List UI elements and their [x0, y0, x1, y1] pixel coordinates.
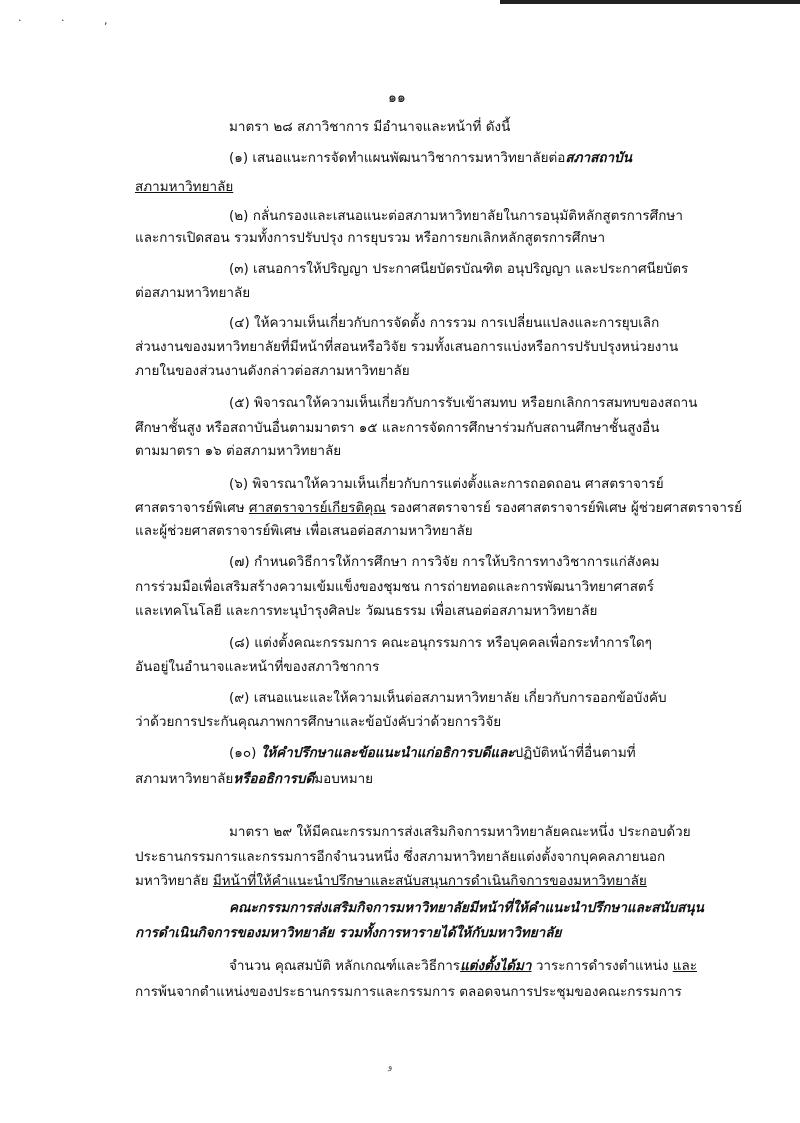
- item-1-amendment: สภาสถาบัน: [565, 150, 632, 166]
- item-10-line-1: [229, 743, 636, 763]
- item-7-line-3: และเทคโนโลยี และการทะนุบำรุงศิลปะ วัฒนธรรม เพื่อเสนอต่อสภามหาวิทยาลัย: [135, 603, 598, 619]
- item-10-amendment: ให้คำปรึกษาและข้อแนะนำแก่อธิการบดีและ: [260, 745, 515, 761]
- item-3-line-1: (๓) เสนอการให้ปริญญา ประกาศนียบัตรบัณฑิต อนุปริญญา และประกาศนียบัตร: [229, 261, 689, 277]
- scan-mark: ﻭ: [388, 1062, 393, 1072]
- section-29-text-d: วาระการดำรงตำแหน่ง: [531, 958, 673, 974]
- item-10-amendment-b: หรืออธิการบดี: [233, 771, 315, 787]
- item-2-line-1: (๒) กลั่นกรองและเสนอแนะต่อสภามหาวิทยาลัยในการอนุมัติหลักสูตรการศึกษา: [229, 208, 683, 224]
- item-6-line-1: (๖) พิจารณาให้ความเห็นเกี่ยวกับการแต่งตั้งและการถอดถอน ศาสตราจารย์: [229, 476, 664, 492]
- section-29-text-c: จำนวน คุณสมบัติ หลักเกณฑ์และวิธีการ: [229, 958, 461, 974]
- item-6-amendment: ศาสตราจารย์เกียรติคุณ: [248, 500, 386, 516]
- item-6-text-b: รองศาสตราจารย์ รองศาสตราจารย์พิเศษ ผู้ช่วยศาสตราจารย์: [385, 500, 743, 516]
- section-29-line-2: ประธานกรรมการและกรรมการอีกจำนวนหนึ่ง ซึ่งสภามหาวิทยาลัยแต่งตั้งจากบุคคลภายนอก: [135, 849, 666, 865]
- item-6-line-3: และผู้ช่วยศาสตราจารย์พิเศษ เพื่อเสนอต่อสภามหาวิทยาลัย: [135, 523, 473, 539]
- item-4-line-2: ส่วนงานของมหาวิทยาลัยที่มีหน้าที่สอนหรือวิจัย รวมทั้งเสนอการแบ่งหรือการปรับปรุงหน่วยงาน: [135, 339, 679, 355]
- scan-specks: · · ,: [18, 14, 126, 27]
- section-29-line-1: มาตรา ๒๙ ให้มีคณะกรรมการส่งเสริมกิจการมหาวิทยาลัยคณะหนึ่ง ประกอบด้วย: [229, 824, 691, 840]
- item-9-line-1: (๙) เสนอแนะและให้ความเห็นต่อสภามหาวิทยาลัย เกี่ยวกับการออกข้อบังคับ: [229, 690, 667, 706]
- section-29-struck-clause: มีหน้าที่ให้คำแนะนำปรึกษาและสนับสนุนการดำเนินกิจการของมหาวิทยาลัย: [212, 873, 647, 889]
- section-29-line-6: [229, 956, 697, 976]
- item-10-line-2: [135, 769, 373, 789]
- section-28-heading: มาตรา ๒๘ สภาวิชาการ มีอำนาจและหน้าที่ ดังนี้: [229, 119, 511, 135]
- section-29-line-3: [135, 871, 647, 891]
- item-3-line-2: ต่อสภามหาวิทยาลัย: [135, 285, 251, 301]
- item-1-line-1: [229, 148, 632, 168]
- item-5-line-2: ศึกษาชั้นสูง หรือสถาบันอื่นตามมาตรา ๑๕ และการจัดการศึกษาร่วมกับสถานศึกษาชั้นสูงอื่น: [135, 420, 660, 436]
- item-1-text: (๑) เสนอแนะการจัดทำแผนพัฒนาวิชาการมหาวิทยาลัยต่อ: [229, 150, 566, 166]
- item-9-line-2: ว่าด้วยการประกันคุณภาพการศึกษาและข้อบังคับว่าด้วยการวิจัย: [135, 714, 502, 730]
- item-7-line-1: (๗) กำหนดวิธีการให้การศึกษา การวิจัย การให้บริการทางวิชาการแก่สังคม: [229, 554, 660, 570]
- section-29-amendment-line-1: คณะกรรมการส่งเสริมกิจการมหาวิทยาลัยมีหน้าที่ให้คำแนะนำปรึกษาและสนับสนุน: [229, 900, 704, 916]
- item-4-line-3: ภายในของส่วนงานดังกล่าวต่อสภามหาวิทยาลัย: [135, 363, 410, 379]
- item-8-line-2: อันอยู่ในอำนาจและหน้าที่ของสภาวิชาการ: [135, 659, 380, 675]
- item-10-text-b: สภามหาวิทยาลัย: [135, 771, 234, 787]
- section-29-text: มหาวิทยาลัย: [135, 873, 213, 889]
- section-29-underlined-and: และ: [672, 958, 697, 974]
- item-4-line-1: (๔) ให้ความเห็นเกี่ยวกับการจัดตั้ง การรวม การเปลี่ยนแปลงและการยุบเลิก: [229, 315, 660, 331]
- section-29-line-7: การพ้นจากตำแหน่งของประธานกรรมการและกรรมการ ตลอดจนการประชุมของคณะกรรมการ: [135, 984, 682, 1000]
- item-6-text-a: ศาสตราจารย์พิเศษ: [135, 500, 249, 516]
- section-29-amendment-c: แต่งตั้งได้มา: [460, 958, 532, 974]
- top-scan-edge: [500, 0, 800, 4]
- page-number: ๑๑: [388, 90, 406, 106]
- item-2-line-2: และการเปิดสอน รวมทั้งการปรับปรุง การยุบรวม หรือการยกเลิกหลักสูตรการศึกษา: [135, 230, 606, 246]
- item-8-line-1: (๘) แต่งตั้งคณะกรรมการ คณะอนุกรรมการ หรือบุคคลเพื่อกระทำการใดๆ: [229, 635, 652, 651]
- item-6-line-2: [135, 498, 742, 518]
- section-29-amendment-line-2: การดำเนินกิจการของมหาวิทยาลัย รวมทั้งการหารายได้ให้กับมหาวิทยาลัย: [135, 925, 562, 941]
- item-10-text: ปฏิบัติหน้าที่อื่นตามที่: [514, 745, 636, 761]
- item-10-text-c: มอบหมาย: [314, 771, 374, 787]
- item-5-line-3: ตามมาตรา ๑๖ ต่อสภามหาวิทยาลัย: [135, 443, 342, 459]
- item-7-line-2: การร่วมมือเพื่อเสริมสร้างความเข้มแข็งของชุมชน การถ่ายทอดและการพัฒนาวิทยาศาสตร์: [135, 579, 655, 595]
- item-5-line-1: (๕) พิจารณาให้ความเห็นเกี่ยวกับการรับเข้าสมทบ หรือยกเลิกการสมทบของสถาน: [229, 395, 698, 411]
- item-1-line-2: สภามหาวิทยาลัย: [135, 179, 234, 195]
- item-10-number: (๑๐): [229, 745, 261, 761]
